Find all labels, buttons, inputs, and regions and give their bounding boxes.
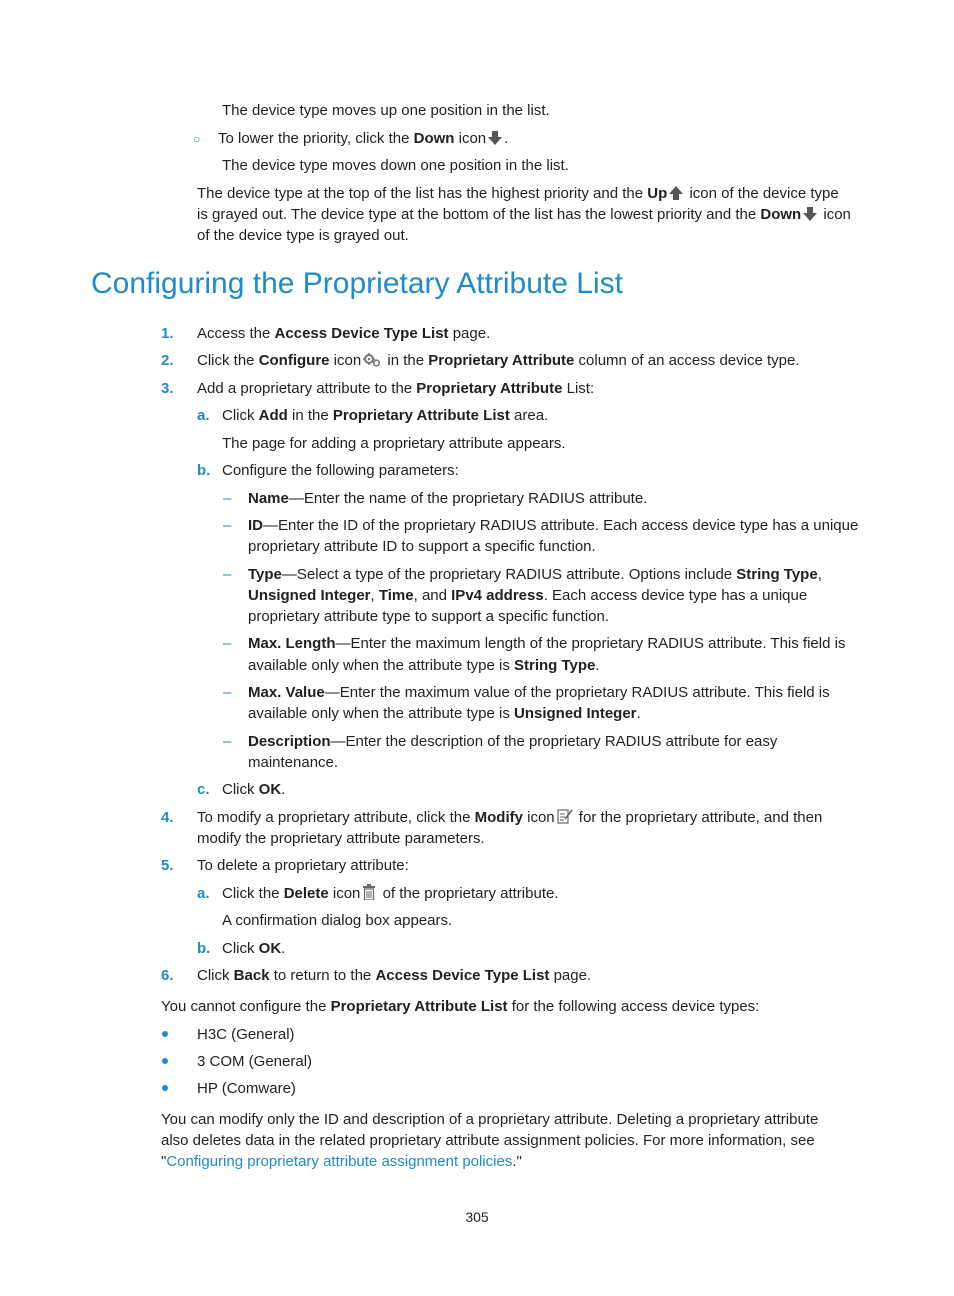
text-line: available only when the attribute type is String Type. [248, 657, 600, 674]
param-max-length: Max. Length—Enter the maximum length of the proprietary RADIUS attribute. This field is [248, 635, 846, 652]
substep-letter: a. [197, 407, 210, 424]
bullet-dot [162, 1058, 168, 1064]
text-line: Unsigned Integer, Time, and IPv4 address. Each access device type has a unique [248, 587, 808, 604]
text-line: proprietary attribute ID to support a specific function. [248, 538, 596, 555]
substep-5a: Click the Delete icon of the proprietary attribute. [222, 883, 559, 906]
step-3: Add a proprietary attribute to the Proprietary Attribute List: [197, 380, 595, 397]
param-id: ID—Enter the ID of the proprietary RADIUS attribute. Each access device type has a unique [248, 517, 859, 534]
modify-edit-icon [557, 808, 573, 830]
bullet-dot [162, 1031, 168, 1037]
dash-bullet: – [223, 733, 232, 750]
bullet-dot [162, 1085, 168, 1091]
substep-5b: Click OK. [222, 940, 286, 957]
text-line: A confirmation dialog box appears. [222, 912, 453, 929]
substep-letter: b. [197, 940, 211, 957]
dash-bullet: – [223, 684, 232, 701]
up-arrow-icon [669, 185, 683, 206]
substep-letter: b. [197, 462, 211, 479]
text-line: modify the proprietary attribute parameters. [197, 830, 485, 847]
step-1: Access the Access Device Type List page. [197, 325, 491, 342]
step-number: 3. [161, 380, 174, 397]
dash-bullet: – [223, 490, 232, 507]
step-number: 1. [161, 325, 174, 342]
dash-bullet: – [223, 635, 232, 652]
step-6: Click Back to return to the Access Device Type List page. [197, 967, 592, 984]
substep-letter: a. [197, 885, 210, 902]
text-line: The device type moves up one position in the list. [222, 102, 550, 119]
text-line: The device type at the top of the list has the highest priority and the Up icon of the device type [197, 183, 839, 206]
text-line: The page for adding a proprietary attribute appears. [222, 435, 566, 452]
down-arrow-icon [803, 206, 817, 227]
page-number: 305 [465, 1209, 489, 1225]
step-number: 6. [161, 967, 174, 984]
step-5: To delete a proprietary attribute: [197, 857, 409, 874]
note-paragraph: You cannot configure the Proprietary Attribute List for the following access device types: [161, 998, 760, 1015]
param-max-value: Max. Value—Enter the maximum value of the proprietary RADIUS attribute. This field is [248, 684, 830, 701]
text-line: of the device type is grayed out. [197, 227, 409, 244]
list-item: HP (Comware) [197, 1080, 296, 1097]
step-2: Click the Configure icon in the Proprietary Attribute column of an access device type. [197, 350, 800, 373]
substep-3a: Click Add in the Proprietary Attribute List area. [222, 407, 549, 424]
text-line: available only when the attribute type is Unsigned Integer. [248, 705, 641, 722]
substep-3b: Configure the following parameters: [222, 462, 459, 479]
text-line: proprietary attribute type to support a specific function. [248, 608, 610, 625]
step-number: 5. [161, 857, 174, 874]
param-name: Name—Enter the name of the proprietary RADIUS attribute. [248, 490, 648, 507]
down-arrow-icon [488, 130, 502, 151]
text-line: You can modify only the ID and description of a proprietary attribute. Deleting a proprietary attribute [161, 1111, 819, 1128]
step-4: To modify a proprietary attribute, click the Modify icon for the proprietary attribute, and then [197, 807, 822, 830]
bullet-circle: ○ [193, 132, 201, 146]
step-number: 2. [161, 352, 174, 369]
param-type: Type—Select a type of the proprietary RADIUS attribute. Options include String Type, [248, 566, 822, 583]
substep-letter: c. [197, 781, 210, 798]
list-item: H3C (General) [197, 1026, 295, 1043]
cross-reference-link[interactable]: Configuring proprietary attribute assignment policies [166, 1153, 513, 1170]
param-description: Description—Enter the description of the proprietary RADIUS attribute for easy [248, 733, 778, 750]
text-line: also deletes data in the related proprietary attribute assignment policies. For more information, see [161, 1132, 815, 1149]
text-line: To lower the priority, click the Down icon . [218, 128, 508, 151]
configure-gear-icon [363, 352, 381, 373]
section-heading: Configuring the Proprietary Attribute List [91, 267, 623, 300]
step-number: 4. [161, 809, 174, 826]
substep-3c: Click OK. [222, 781, 286, 798]
list-item: 3 COM (General) [197, 1053, 313, 1070]
text-line: maintenance. [248, 754, 339, 771]
dash-bullet: – [223, 566, 232, 583]
text-line: is grayed out. The device type at the bottom of the list has the lowest priority and the Down icon [197, 204, 851, 227]
dash-bullet: – [223, 517, 232, 534]
text-line: The device type moves down one position in the list. [222, 157, 569, 174]
text-line: "Configuring proprietary attribute assignment policies." [161, 1153, 522, 1170]
delete-trash-icon [362, 884, 376, 906]
